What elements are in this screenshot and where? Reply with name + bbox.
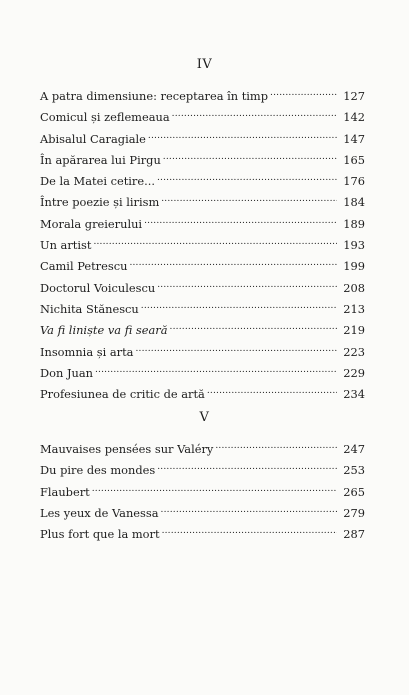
toc-entry-title: Morala greierului xyxy=(40,216,143,231)
toc-entry-title: Abisalul Caragiale xyxy=(40,131,146,146)
toc-entry-page-number: 189 xyxy=(343,216,365,231)
toc-entry-page-number: 213 xyxy=(343,301,365,316)
toc-entry-page-number: 184 xyxy=(343,195,365,210)
toc-entry xyxy=(40,458,365,479)
toc-entry-title: De la Matei cetire... xyxy=(40,174,155,189)
toc-entry-page-number: 193 xyxy=(343,238,365,253)
toc-entry-page-number: 219 xyxy=(343,323,365,338)
toc-entry-title: Doctorul Voiculescu xyxy=(40,280,156,295)
toc-entry-title: Mauvaises pensées sur Valéry xyxy=(40,442,214,456)
toc-entry xyxy=(40,340,365,361)
toc-entry xyxy=(40,437,365,458)
dot-leader xyxy=(215,437,337,453)
toc-entry-title: În apărarea lui Pirgu xyxy=(40,152,161,167)
toc-entry-page-number: 176 xyxy=(343,174,365,189)
toc-entry xyxy=(40,297,365,318)
toc-entry-page-number: 208 xyxy=(343,280,365,295)
toc-entry-title: Don Juan xyxy=(40,365,93,380)
dot-leader xyxy=(162,522,337,538)
toc-entry xyxy=(40,212,365,233)
toc-entry xyxy=(40,233,365,254)
dot-leader xyxy=(157,169,337,185)
toc-entry-title: Les yeux de Vanessa xyxy=(40,505,159,520)
dot-leader xyxy=(207,382,337,398)
toc-entry xyxy=(40,190,365,211)
toc-entry-page-number: 279 xyxy=(343,505,365,520)
toc-entry xyxy=(40,276,365,297)
dot-leader xyxy=(129,254,337,270)
toc-entry-title: Comicul și zeflemeaua xyxy=(40,110,170,125)
toc-entry-page-number: 234 xyxy=(343,387,365,402)
dot-leader xyxy=(148,127,337,143)
dot-leader xyxy=(270,84,337,100)
toc-list-section-iv xyxy=(40,84,365,403)
dot-leader xyxy=(141,297,337,313)
dot-leader xyxy=(157,276,337,292)
dot-leader xyxy=(161,501,337,517)
toc-entry-title: Nichita Stănescu xyxy=(40,301,139,316)
toc-entry xyxy=(40,105,365,126)
toc-entry-page-number: 127 xyxy=(343,89,365,103)
toc-list-section-v xyxy=(40,437,365,543)
dot-leader xyxy=(93,233,337,249)
dot-leader xyxy=(92,480,337,496)
toc-entry-title: Plus fort que la mort xyxy=(40,527,160,542)
toc-entry-page-number: 229 xyxy=(343,365,365,380)
toc-entry xyxy=(40,84,365,105)
toc-entry-title: Camil Petrescu xyxy=(40,259,128,274)
toc-entry xyxy=(40,169,365,190)
toc-entry-page-number: 287 xyxy=(343,527,365,542)
toc-entry xyxy=(40,522,365,543)
toc-entry-page-number: 165 xyxy=(343,152,365,167)
toc-entry xyxy=(40,501,365,522)
dot-leader xyxy=(135,340,337,356)
toc-entry-page-number: 253 xyxy=(343,463,365,478)
toc-entry-page-number: 147 xyxy=(343,131,365,146)
toc-entry-page-number: 223 xyxy=(343,344,365,359)
toc-entry-page-number: 142 xyxy=(343,110,365,125)
toc-entry-title: A patra dimensiune: receptarea în timp xyxy=(40,89,269,103)
toc-entry-title: Du pire des mondes xyxy=(40,463,156,478)
dot-leader xyxy=(157,458,337,474)
toc-entry-title: Între poezie și lirism xyxy=(40,195,160,210)
toc-entry xyxy=(40,254,365,275)
toc-entry-title: Profesiunea de critic de artă xyxy=(40,387,205,402)
toc-entry xyxy=(40,127,365,148)
toc-entry-title: Va fi liniște va fi seară xyxy=(40,323,168,338)
toc-entry-page-number: 247 xyxy=(343,442,365,456)
dot-leader xyxy=(144,212,337,228)
dot-leader xyxy=(163,148,337,164)
toc-entry-page-number: 199 xyxy=(343,259,365,274)
toc-entry-title: Un artist xyxy=(40,238,92,253)
dot-leader xyxy=(95,361,337,377)
dot-leader xyxy=(172,105,337,121)
dot-leader xyxy=(170,318,337,334)
toc-entry-page-number: 265 xyxy=(343,484,365,499)
dot-leader xyxy=(161,190,337,206)
toc-entry xyxy=(40,148,365,169)
toc-entry xyxy=(40,361,365,382)
section-heading-iv: IV xyxy=(196,57,213,72)
toc-entry-title: Flaubert xyxy=(40,484,90,499)
toc-entry xyxy=(40,382,365,403)
toc-entry-title: Insomnia și arta xyxy=(40,344,134,359)
toc-entry xyxy=(40,318,365,339)
toc-entry xyxy=(40,480,365,501)
section-heading-v: V xyxy=(199,410,210,425)
